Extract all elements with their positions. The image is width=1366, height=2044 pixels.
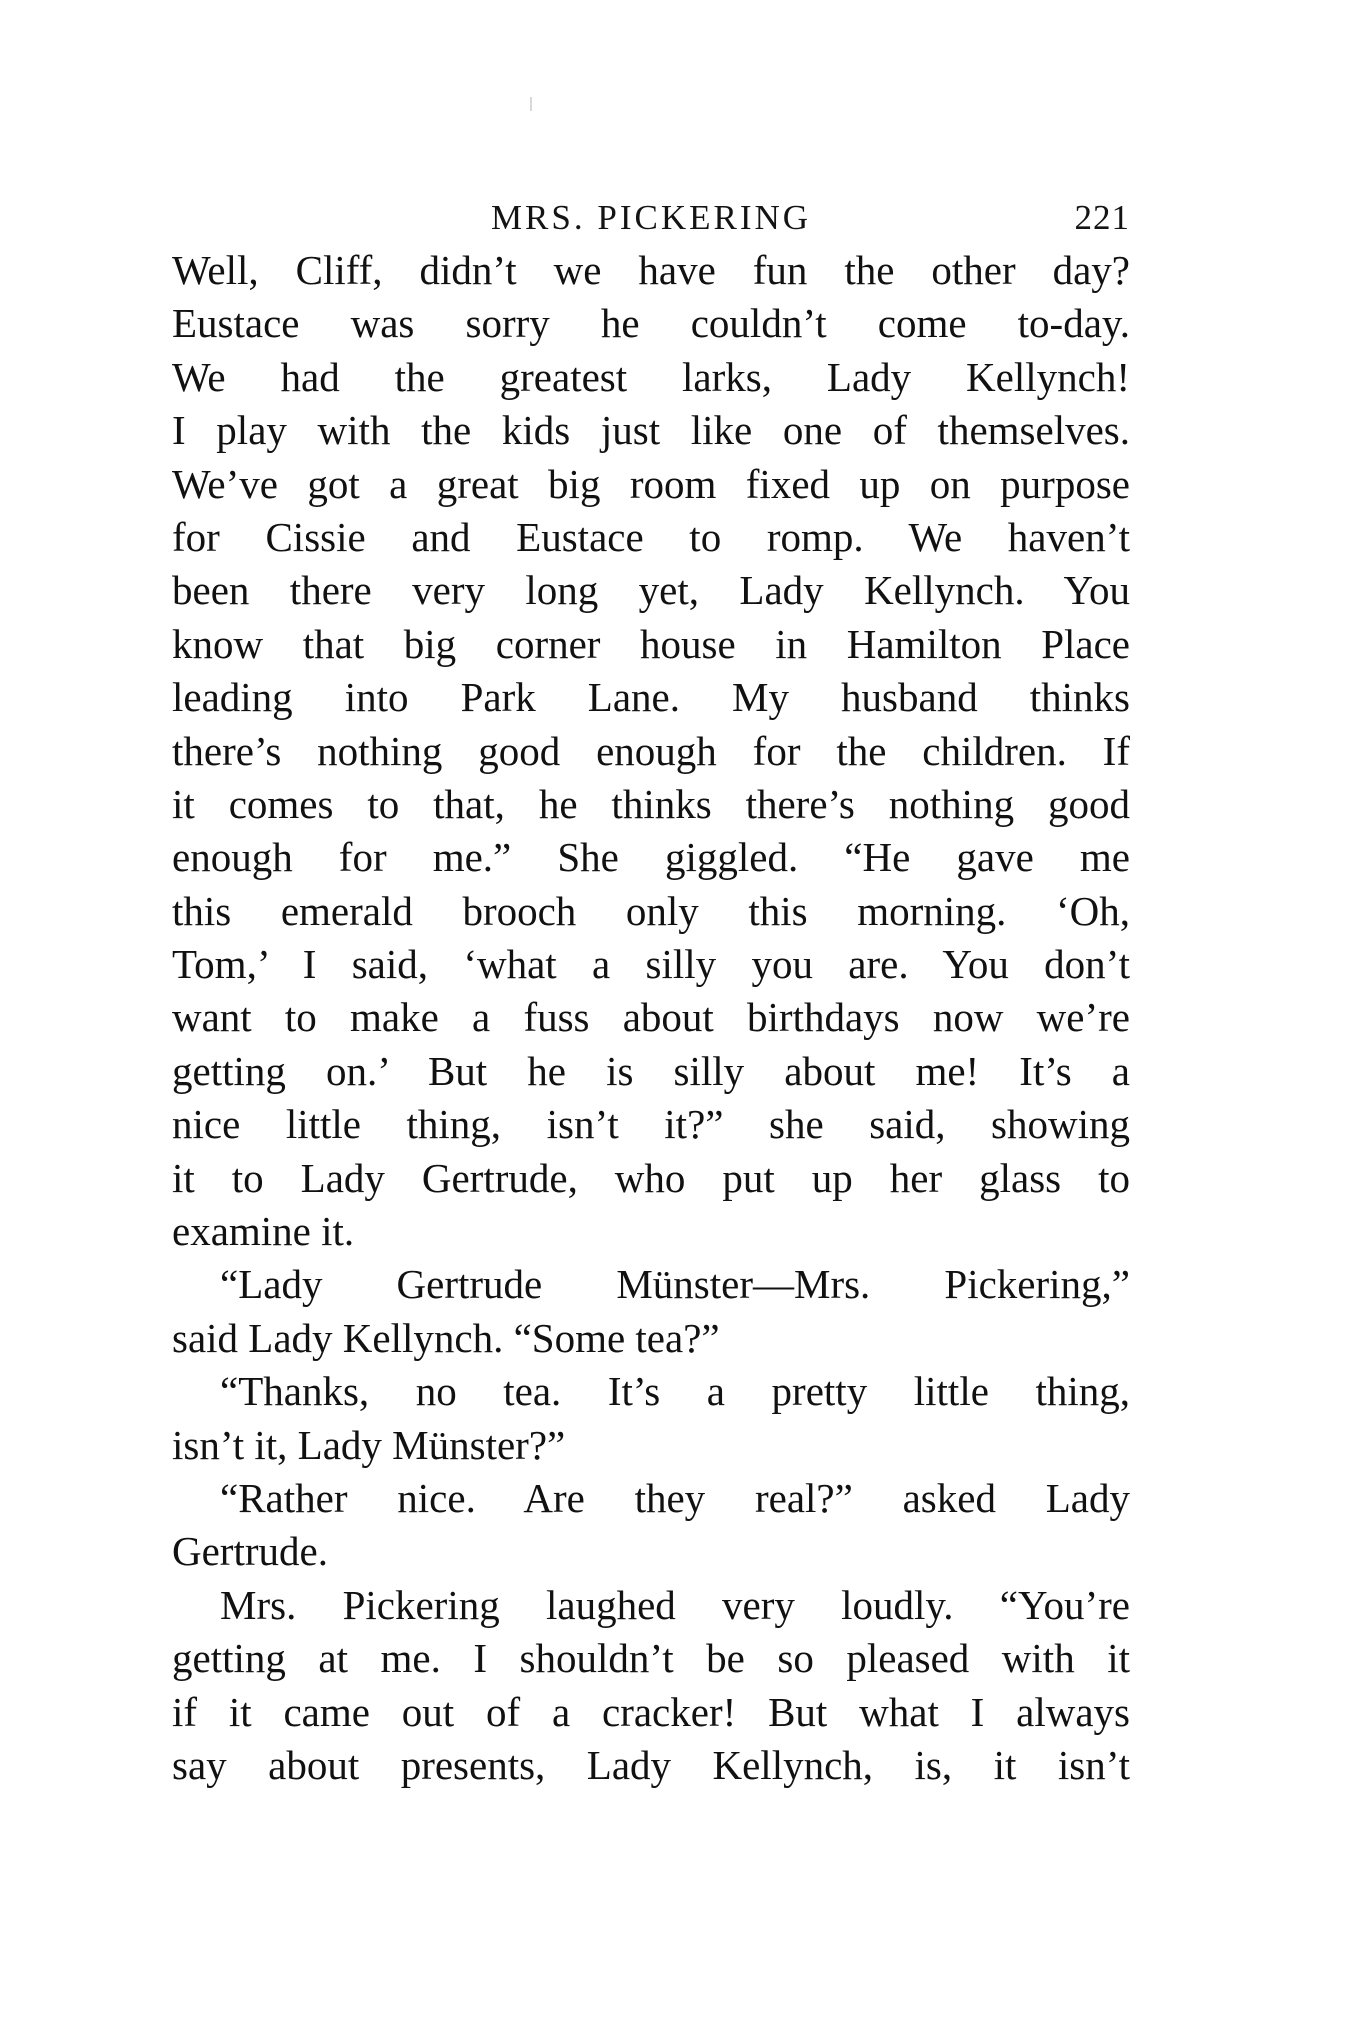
- paper-speck: [530, 97, 532, 111]
- body-text: [172, 244, 1130, 1792]
- text-line: say about presents, Lady Kellynch, is, it isn’t: [172, 1741, 1130, 1788]
- text-line: isn’t it, Lady Münster?”: [172, 1421, 566, 1468]
- text-line: there’s nothing good enough for the children. If: [172, 727, 1130, 774]
- text-line: enough for me.” She giggled. “He gave me: [172, 834, 1130, 881]
- text-line: it comes to that, he thinks there’s nothing good: [172, 780, 1130, 827]
- text-line: nice little thing, isn’t it?” she said, showing: [172, 1101, 1130, 1148]
- text-line: “Thanks, no tea. It’s a pretty little thing,: [220, 1368, 1130, 1415]
- text-line: Mrs. Pickering laughed very loudly. “You’re: [220, 1581, 1130, 1628]
- text-line: I play with the kids just like one of themselves.: [172, 407, 1130, 454]
- text-line: it to Lady Gertrude, who put up her glass to: [172, 1154, 1130, 1201]
- text-line: Tom,’ I said, ‘what a silly you are. You don’t: [172, 941, 1130, 988]
- text-line: We’ve got a great big room fixed up on purpose: [172, 460, 1130, 507]
- running-head: MRS. PICKERING: [490, 198, 812, 237]
- text-line: know that big corner house in Hamilton Place: [172, 620, 1130, 667]
- page-number: 221: [1074, 198, 1130, 237]
- text-line: getting on.’ But he is silly about me! It’s a: [172, 1047, 1130, 1094]
- text-line: Eustace was sorry he couldn’t come to-day.: [172, 300, 1130, 347]
- page-header: [172, 198, 1130, 248]
- text-line: examine it.: [172, 1208, 355, 1255]
- text-line: “Lady Gertrude Münster—Mrs. Pickering,”: [220, 1261, 1130, 1308]
- text-line: Well, Cliff, didn’t we have fun the other day?: [172, 247, 1130, 293]
- text-line: We had the greatest larks, Lady Kellynch!: [172, 353, 1130, 400]
- text-line: want to make a fuss about birthdays now we’re: [172, 994, 1130, 1041]
- text-line: if it came out of a cracker! But what I always: [172, 1688, 1130, 1735]
- text-line: getting at me. I shouldn’t be so pleased with it: [172, 1635, 1130, 1682]
- text-line: been there very long yet, Lady Kellynch. You: [172, 567, 1130, 614]
- text-line: “Rather nice. Are they real?” asked Lady: [220, 1474, 1130, 1521]
- text-line: said Lady Kellynch. “Some tea?”: [172, 1314, 720, 1361]
- text-line: for Cissie and Eustace to romp. We haven’t: [172, 513, 1130, 560]
- text-line: Gertrude.: [172, 1528, 328, 1575]
- text-line: this emerald brooch only this morning. ‘Oh,: [172, 887, 1130, 934]
- text-line: leading into Park Lane. My husband thinks: [172, 674, 1130, 721]
